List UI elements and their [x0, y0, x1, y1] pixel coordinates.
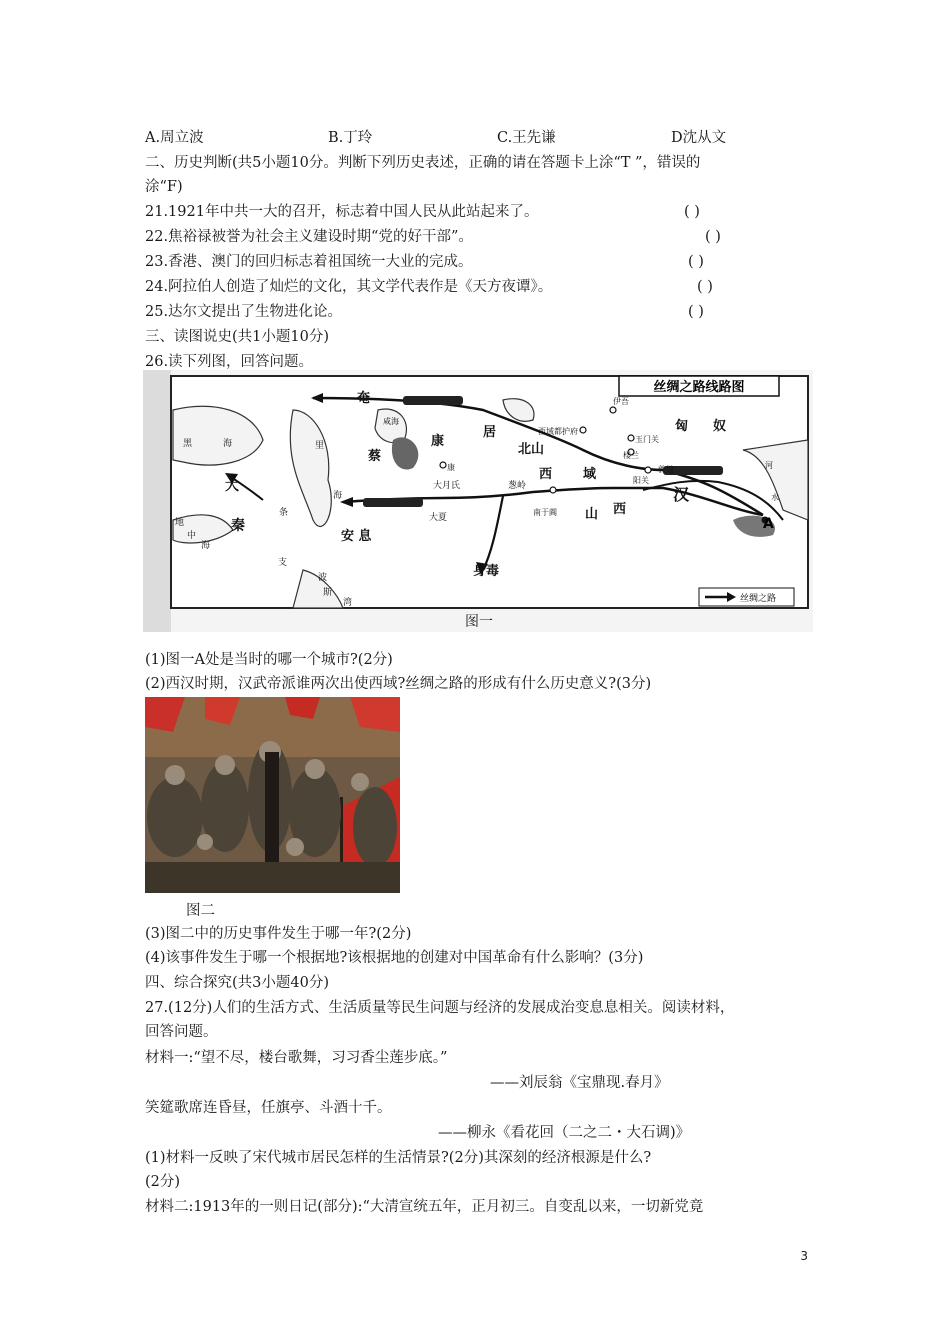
- page-number: 3: [800, 1249, 808, 1263]
- question-27-cont: 回答问题。: [145, 1024, 218, 1040]
- option-d: D沈从文: [671, 130, 727, 146]
- map-label: 黑: [183, 439, 193, 449]
- q26-sub2: (2)西汉时期，汉武帝派谁两次出使西域?丝绸之路的形成有什么历史意义?(3分): [145, 676, 652, 692]
- answer-paren: ( ): [688, 254, 704, 270]
- option-c: C.王先谦: [497, 130, 556, 146]
- map-label: 阳关: [633, 476, 649, 485]
- map-label: 河: [765, 461, 773, 470]
- map-title: 丝绸之路线路图: [653, 380, 745, 395]
- map-label: 康: [431, 434, 445, 449]
- map-label: 山: [585, 507, 599, 522]
- map-label: 蔡: [368, 449, 382, 464]
- map-label: 葱岭: [508, 481, 527, 491]
- map-label: 西: [613, 502, 627, 517]
- map-label: 中: [187, 531, 197, 541]
- map-label: 匈: [675, 419, 689, 434]
- q26-sub4: (4)该事件发生于哪一个根据地?该根据地的创建对中国革命有什么影响？(3分): [145, 950, 644, 966]
- answer-paren: ( ): [705, 229, 721, 245]
- material-1-quote2: 笑筵歌席连昏昼，任旗亭、斗酒十千。: [145, 1100, 392, 1116]
- map-label: 北山: [518, 442, 545, 457]
- section2-title: 二、历史判断(共5小题10分。判断下列历史表述，正确的请在答题卡上涂“T ”，错误的: [145, 155, 701, 171]
- answer-paren: ( ): [697, 279, 713, 295]
- material-2: 材料二:1913年的一则日记(部分):“大清宣统五年，正月初三。自变乱以来，一切新党竟: [145, 1199, 704, 1215]
- question-23: 23.香港、澳门的回归标志着祖国统一大业的完成。: [145, 254, 473, 270]
- map-label: 支: [278, 558, 288, 568]
- map-label: 伊吾: [613, 397, 629, 406]
- map-label: 奴: [713, 419, 727, 434]
- q27-sub1: (1)材料一反映了宋代城市居民怎样的生活情景?(2分)其深刻的经济根源是什么?: [145, 1150, 652, 1166]
- map-label: 里: [315, 441, 325, 451]
- material-1: 材料一:“望不尽，楼台歌舞，习习香尘莲步底。”: [145, 1050, 448, 1066]
- question-21: 21.1921年中共一大的召开，标志着中国人民从此站起来了。: [145, 204, 539, 220]
- material-1-citation: ——刘辰翁《宝鼎现.春月》: [490, 1075, 669, 1091]
- historical-painting: [145, 697, 400, 893]
- map-label: 海: [223, 439, 233, 449]
- map-label: 条: [279, 508, 289, 518]
- map-point-a: A: [763, 516, 774, 532]
- map-label: 身毒: [473, 564, 500, 579]
- map-label: 咸海: [383, 417, 399, 426]
- map-label: 南于阗: [533, 508, 557, 517]
- answer-paren: ( ): [684, 204, 700, 220]
- option-b: B.丁玲: [328, 130, 373, 146]
- map-label: 海: [333, 491, 343, 501]
- map-label: 地: [175, 518, 185, 528]
- section4-title: 四、综合探究(共3小题40分): [145, 975, 329, 991]
- map-label: 奄: [357, 391, 371, 406]
- silk-road-map: [143, 370, 813, 632]
- section3-title: 三、读图说史(共1小题10分): [145, 329, 329, 345]
- map-caption: 图一: [465, 614, 493, 630]
- map-label: 大夏: [429, 513, 448, 523]
- option-a: A.周立波: [145, 130, 204, 146]
- question-25: 25.达尔文提出了生物进化论。: [145, 304, 343, 320]
- map-label: 敦煌: [658, 465, 674, 474]
- map-label: 楼兰: [623, 451, 639, 460]
- map-label: 湾: [343, 598, 353, 608]
- q27-sub1-cont: (2分): [145, 1174, 181, 1190]
- map-label: 安 息: [341, 529, 372, 544]
- map-label: 水: [771, 493, 779, 502]
- map-label: 大月氏: [433, 481, 461, 491]
- map-label: 玉门关: [635, 435, 659, 444]
- map-label: 秦: [231, 518, 245, 534]
- section2-title-cont: 涂“F): [145, 179, 183, 195]
- legend-label: 丝绸之路: [740, 594, 777, 604]
- map-label: 波: [318, 573, 328, 583]
- q26-sub3: (3)图二中的历史事件发生于哪一年?(2分): [145, 926, 412, 942]
- map-label: 西: [539, 467, 553, 482]
- photo-caption: 图二: [186, 903, 215, 919]
- map-label: 海: [201, 541, 211, 551]
- map-label: 斯: [323, 588, 333, 598]
- map-label: 西域都护府: [538, 427, 578, 436]
- map-label: 康: [447, 463, 455, 472]
- map-label: 大: [225, 478, 239, 494]
- q26-sub1: (1)图一A处是当时的哪一个城市?(2分): [145, 652, 393, 668]
- question-24: 24.阿拉伯人创造了灿烂的文化，其文学代表作是《天方夜谭》。: [145, 279, 553, 295]
- map-label: 域: [583, 467, 597, 482]
- map-label: 汉: [673, 485, 690, 504]
- map-label: 居: [483, 425, 497, 440]
- material-1-citation2: ——柳永《看花回（二之二・大石调)》: [438, 1125, 691, 1141]
- question-27: 27.(12分)人们的生活方式、生活质量等民生问题与经济的发展成治变息息相关。阅读材料，: [145, 1000, 735, 1016]
- question-26: 26.读下列图，回答问题。: [145, 354, 314, 370]
- answer-paren: ( ): [688, 304, 704, 320]
- question-22: 22.焦裕禄被誉为社会主义建设时期“党的好干部”。: [145, 229, 473, 245]
